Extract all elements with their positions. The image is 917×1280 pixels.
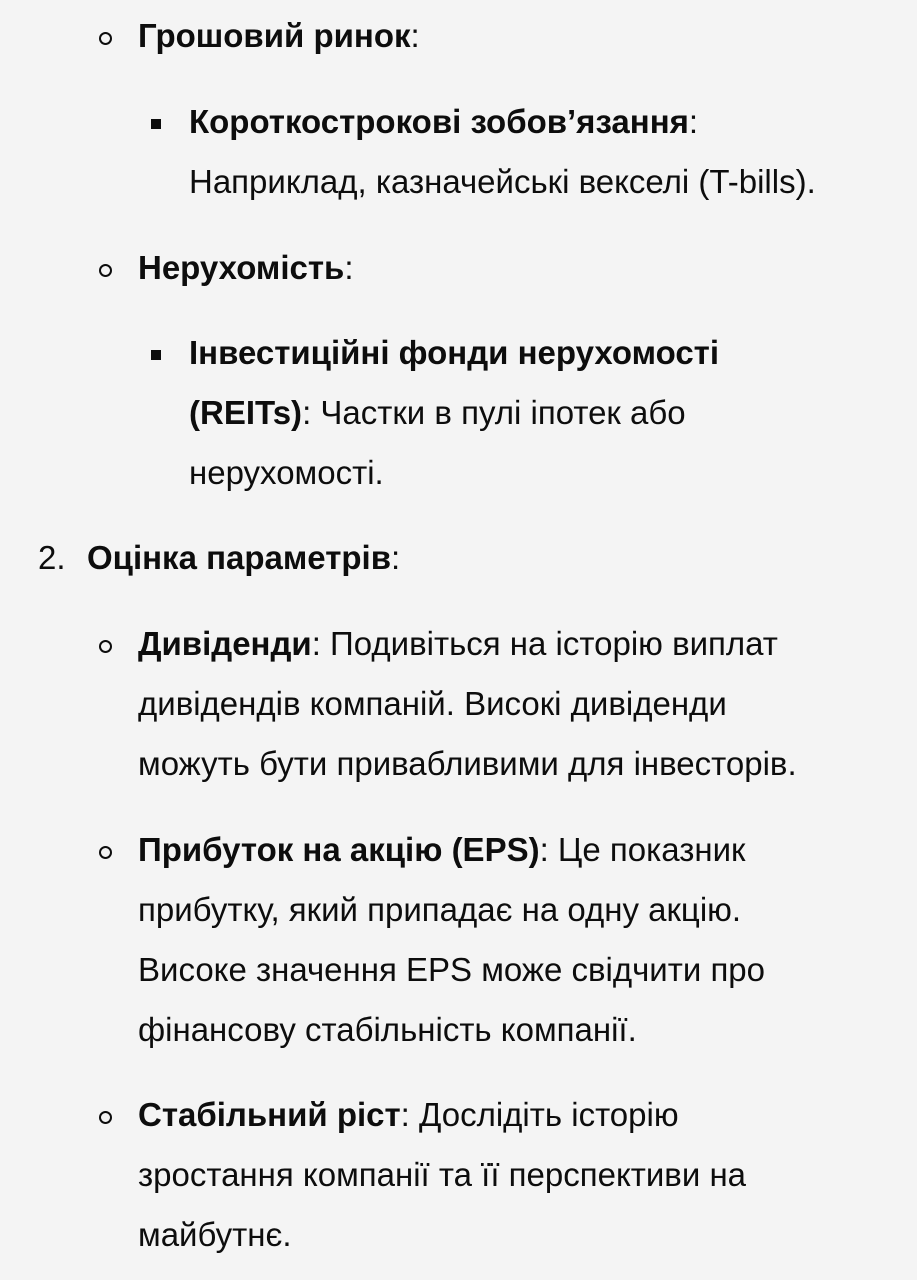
bold-term: Дивіденди <box>138 625 312 662</box>
bold-term: Інвестиційні фонди нерухомості <box>189 334 720 371</box>
item-line <box>189 323 909 383</box>
item-description: : Дослідіть історію <box>400 1096 679 1133</box>
item-description: : <box>391 539 401 576</box>
list-number: 2. <box>38 539 66 576</box>
bold-term: Нерухомість <box>138 249 345 286</box>
list-item-eps <box>0 820 917 1060</box>
item-description: : Це показник <box>539 831 746 868</box>
bold-term: (REITs) <box>189 394 303 431</box>
item-line: Високе значення EPS може свідчити про <box>138 951 766 988</box>
list-item-short-term <box>0 92 917 212</box>
bold-term: Стабільний ріст <box>138 1096 401 1133</box>
item-description: : Подивіться на історію виплат <box>311 625 778 662</box>
list-item-growth <box>0 1085 917 1265</box>
item-description: : <box>344 249 354 286</box>
list-item-text <box>138 1085 908 1265</box>
list-item-text <box>138 238 353 298</box>
square-bullet-icon <box>151 119 161 129</box>
bold-term: Оцінка параметрів <box>87 539 391 576</box>
item-line: можуть бути привабливими для інвесторів. <box>138 745 797 782</box>
item-line: прибутку, який припадає на одну акцію. <box>138 891 742 928</box>
item-line: дивідендів компаній. Високі дивіденди <box>138 685 727 722</box>
list-item-text <box>138 820 908 1060</box>
list-item-money-market <box>0 6 917 66</box>
item-line: фінансову стабільність компанії. <box>138 1011 637 1048</box>
hollow-bullet-icon <box>99 32 112 45</box>
item-line <box>138 1085 908 1145</box>
item-description: : <box>410 17 420 54</box>
square-bullet-icon <box>151 350 161 360</box>
list-item-text <box>138 614 908 794</box>
hollow-bullet-icon <box>99 1111 112 1124</box>
item-line <box>189 383 909 443</box>
list-item-real-estate <box>0 238 917 298</box>
item-line: Наприклад, казначейські векселі (T-bills). <box>189 163 816 200</box>
item-line <box>189 92 909 152</box>
bold-term: Прибуток на акцію (EPS) <box>138 831 540 868</box>
item-line <box>138 820 908 880</box>
list-item-dividends <box>0 614 917 794</box>
bold-term: Короткострокові зобов’язання <box>189 103 689 140</box>
hollow-bullet-icon <box>99 264 112 277</box>
hollow-bullet-icon <box>99 640 112 653</box>
list-item-params <box>0 528 917 588</box>
list-item-text <box>138 6 420 66</box>
list-item-text <box>189 323 909 503</box>
item-line: зростання компанії та її перспективи на <box>138 1156 747 1193</box>
item-line: майбутнє. <box>138 1216 292 1253</box>
list-item-reits <box>0 323 917 503</box>
list-item-text <box>87 528 400 588</box>
item-line <box>138 614 908 674</box>
bold-term: Грошовий ринок <box>138 17 411 54</box>
item-line: нерухомості. <box>189 454 384 491</box>
item-description: : Частки в пулі іпотек або <box>302 394 686 431</box>
item-description: : <box>688 103 699 140</box>
list-item-text <box>189 92 909 212</box>
hollow-bullet-icon <box>99 846 112 859</box>
